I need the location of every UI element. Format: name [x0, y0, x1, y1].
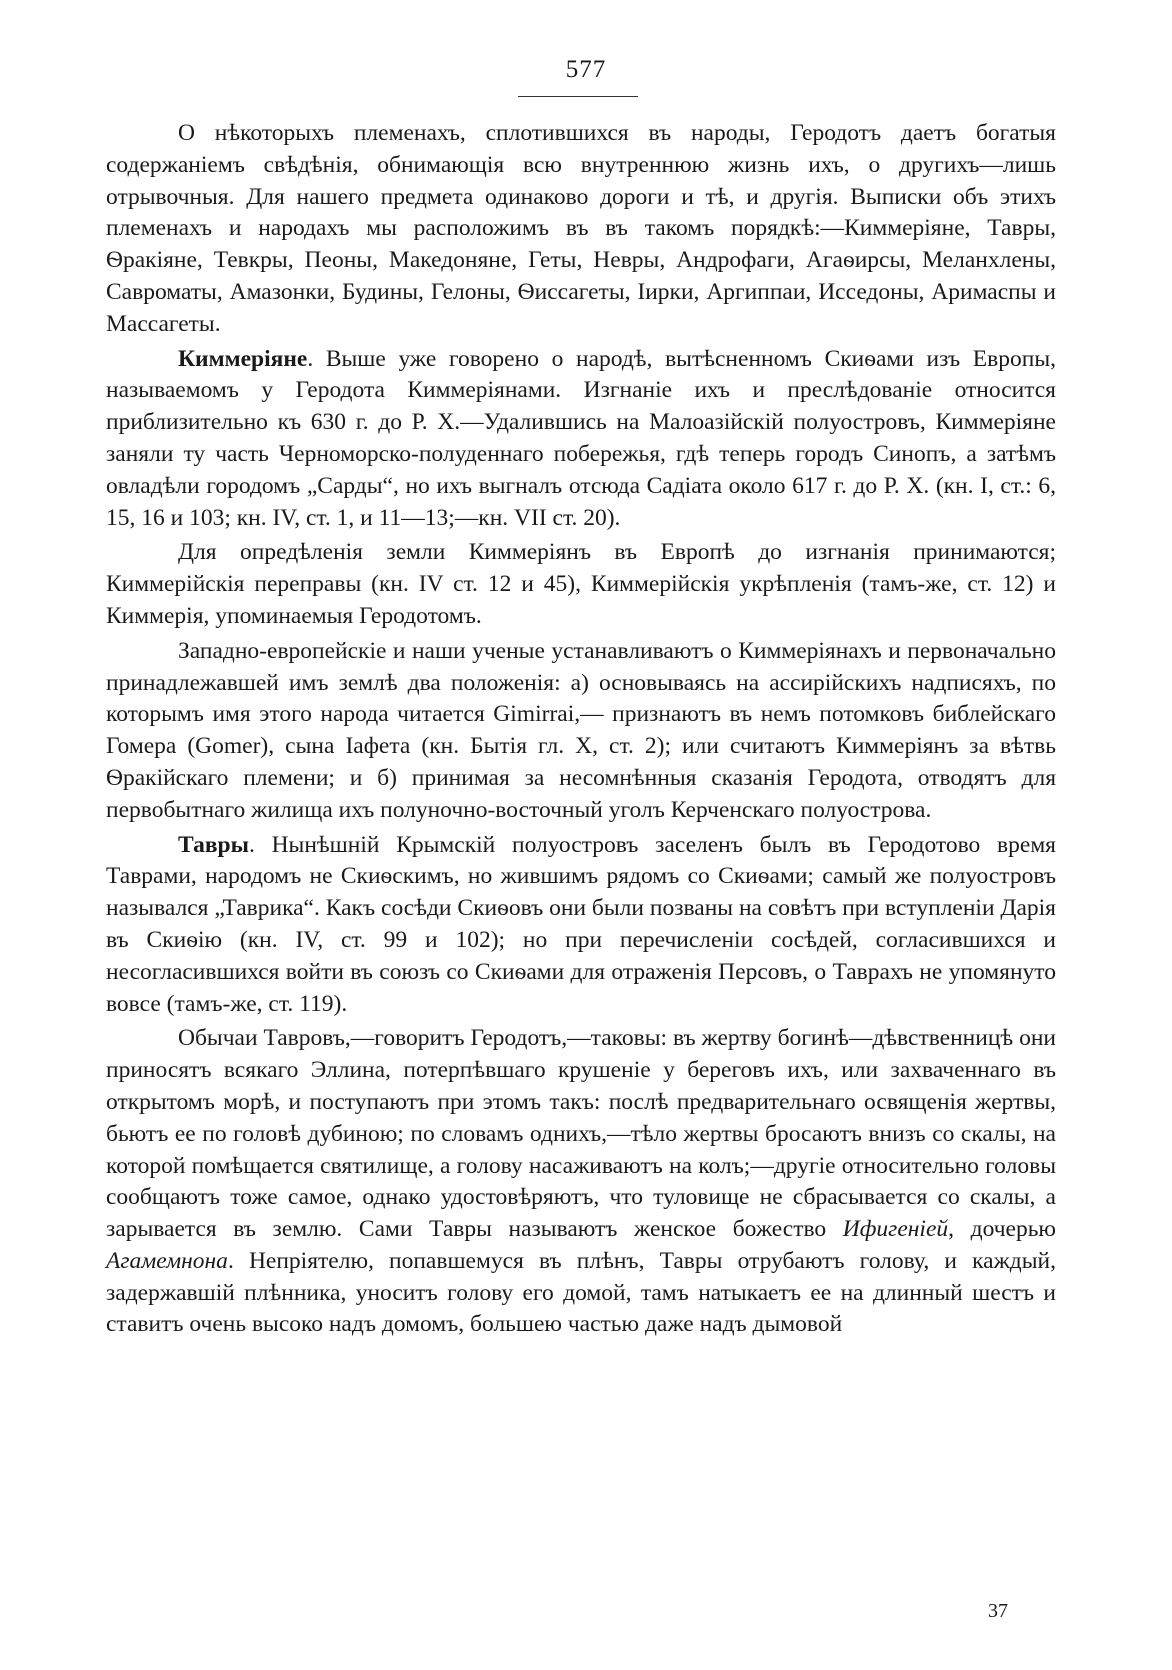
paragraph-intro [106, 118, 1056, 341]
paragraph-cimmerians [106, 344, 1056, 535]
paragraph-taurian-customs [106, 1023, 1056, 1341]
paragraph-scholarly-views [106, 636, 1056, 827]
paragraph-text: . Нынѣшній Крымскій полуостровъ заселенъ былъ въ Геродотово время Таврами, народомъ не Скиѳскимъ, но жившимъ рядомъ со Скиѳами; самый же полуостровъ назывался „Таврика“. Какъ сосѣди Скиѳовъ они были позваны на совѣтъ при вступленіи Дарія въ Скиѳію (кн. IV, ст. 99 и 102); но при перечисленіи сосѣдей, согласившихся и несогласившихся войти въ союзъ со Скиѳами для отраженія Персовъ, о Таврахъ не упомянуто вовсе (тамъ-же, ст. 119). [106, 831, 1056, 1017]
emphasized-name-agamemnon: Агамемнона [106, 1247, 228, 1274]
body-text [106, 118, 1056, 1344]
paragraph-text: О нѣкоторыхъ племенахъ, сплотившихся въ народы, Геродотъ даетъ богатыя содержаніемъ свѣдѣнія, обнимающія всю внутреннюю жизнь ихъ, о другихъ—лишь отрывочныя. Для нашего предмета одинаково дороги и тѣ, и другія. Выписки объ этихъ племенахъ и народахъ мы расположимъ въ въ такомъ порядкѣ:—Киммеріяне, Тавры, Ѳракіяне, Тевкры, Пеоны, Македоняне, Геты, Невры, Андрофаги, Агаѳирсы, Меланхлены, Савроматы, Амазонки, Будины, Гелоны, Ѳиссагеты, Іирки, Аргиппаи, Исседоны, Аримаспы и Массагеты. [106, 120, 1056, 337]
paragraph-taurians [106, 830, 1056, 1021]
page-header [0, 56, 1172, 84]
page-number: 577 [565, 56, 607, 83]
paragraph-text: . Выше уже говорено о народѣ, вытѣсненномъ Скиѳами изъ Европы, называемомъ у Геродота Киммеріянами. Изгнаніе ихъ и преслѣдованіе относится приблизительно къ 630 г. до Р. Х.—Удалившись на Малоазійскій полуостровъ, Киммеріяне заняли ту часть Черноморско-полуденнаго побережья, гдѣ теперь городъ Синопъ, а затѣмъ овладѣли городомъ „Сарды“, но ихъ выгналъ отсюда Садіата около 617 г. до Р. Х. (кн. I, ст.: 6, 15, 16 и 103; кн. IV, ст. 1, и 11—13;—кн. VII ст. 20). [106, 345, 1056, 531]
emphasized-name-iphigenia: Ифигеніей [842, 1216, 949, 1243]
paragraph-text: Западно-европейскіе и наши ученые устанавливаютъ о Киммеріянахъ и первоначально принадлежавшей имъ землѣ два положенія: а) основываясь на ассирійскихъ надписяхъ, по которымъ имя этого народа читается Gimirrai,— признаютъ въ немъ потомковъ библейскаго Гомера (Gomer), сына Іафета (кн. Бытія гл. X, ст. 2); или считаютъ Киммеріянъ за вѣтвь Ѳракійскаго племени; и б) принимая за несомнѣнныя сказанія Геродота, отводятъ для первобытнаго жилища ихъ полуночно-восточный уголъ Керченскаго полуострова. [106, 637, 1056, 823]
paragraph-text: Обычаи Тавровъ,—говоритъ Геродотъ,—таковы: въ жертву богинѣ—дѣвственницѣ они приносятъ всякаго Эллина, потерпѣвшаго крушеніе у береговъ ихъ, или захваченнаго въ открытомъ морѣ, и поступаютъ при этомъ такъ: послѣ предварительнаго освященія жертвы, бьютъ ее по головѣ дубиною; по словамъ однихъ,—тѣло жертвы бросаютъ внизъ со скалы, на которой помѣщается святилище, а голову насаживаютъ на колъ;—другіе относительно головы сообщаютъ тоже самое, однако удостовѣряютъ, что туловище не сбрасывается со скалы, а зарывается въ землю. Сами Тавры называютъ женское божество [106, 1025, 1056, 1243]
paragraph-cimmerian-land [106, 537, 1056, 632]
paragraph-text: , дочерью [948, 1216, 1056, 1243]
section-heading-taurians: Тавры [178, 831, 249, 858]
signature-mark: 37 [988, 1600, 1008, 1622]
paragraph-text: Для опредѣленія земли Киммеріянъ въ Европѣ до изгнанія принимаются; Киммерійскія переправы (кн. IV ст. 12 и 45), Киммерійскія укрѣпленія (тамъ-же, ст. 12) и Киммерія, упоминаемыя Геродотомъ. [106, 539, 1056, 629]
section-heading-cimmerians: Киммеріяне [178, 345, 308, 372]
paragraph-text: . Непріятелю, попавшемуся въ плѣнъ, Тавры отрубаютъ голову, и каждый, задержавшій плѣнника, уноситъ голову его домой, тамъ натыкаетъ ее на длинный шестъ и ставитъ очень высоко надъ домомъ, большею частью даже надъ дымовой [106, 1247, 1056, 1338]
header-rule [518, 96, 638, 97]
